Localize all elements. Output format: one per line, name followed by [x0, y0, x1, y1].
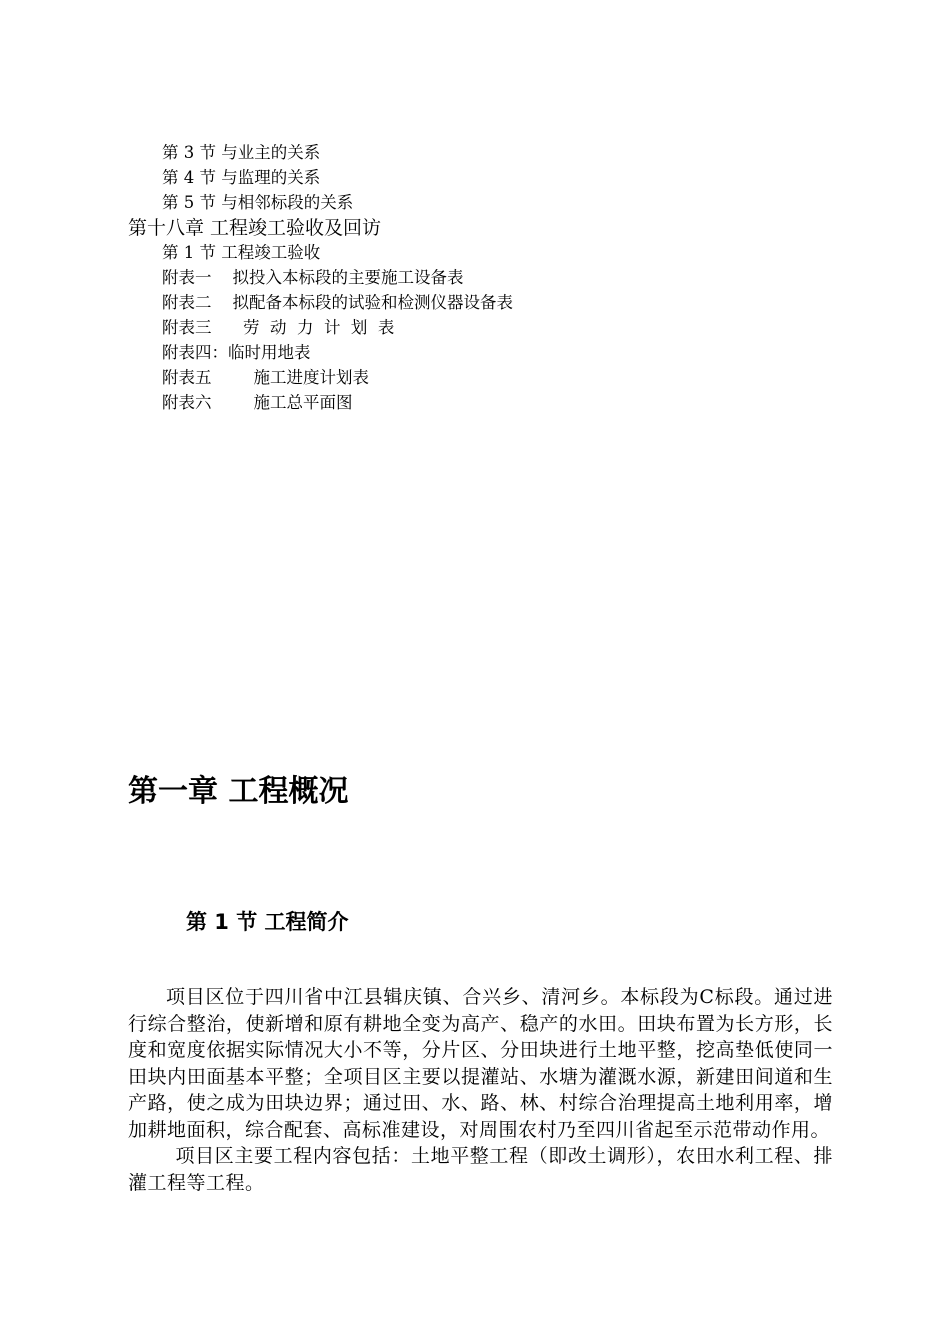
toc-entry[interactable]: 第 5 节 与相邻标段的关系 — [162, 193, 354, 212]
paragraph: 项目区位于四川省中江县辑庆镇、合兴乡、清河乡。本标段为C标段。通过进行综合整治，使新增和原有耕地全变为高产、稳产的水田。田块布置为长方形，长度和宽度依据实际情况大小不等，分片区、分田块进行土地平整，挖高垫低使同一田块内田面基本平整；全项目区主要以提灌站、水塘为灌溉水源，新建田间道和生产路，使之成为田块边界；通过田、水、路、林、村综合治理提高土地利用率，增加耕地面积，综合配套、高标准建设，对周围农村乃至四川省起至示范带动作用。 — [128, 986, 833, 1141]
chapter-title: 第一章 工程概况 — [128, 774, 349, 809]
toc-entry[interactable]: 附表六 施工总平面图 — [162, 393, 353, 412]
toc-entry[interactable]: 附表四：临时用地表 — [162, 343, 311, 362]
toc-chapter-entry[interactable]: 第十八章 工程竣工验收及回访 — [128, 217, 382, 239]
paragraph: 项目区主要工程内容包括：土地平整工程（即改土调形），农田水利工程、排灌工程等工程。 — [128, 1145, 833, 1194]
section-title: 第 1 节 工程简介 — [186, 910, 349, 934]
table-of-contents — [128, 140, 828, 415]
toc-entry[interactable]: 第 3 节 与业主的关系 — [162, 143, 321, 162]
toc-entry[interactable]: 附表三 劳 动 力 计 划 表 — [162, 318, 395, 337]
toc-entry[interactable]: 第 4 节 与监理的关系 — [162, 168, 321, 187]
toc-entry[interactable]: 附表一 拟投入本标段的主要施工设备表 — [162, 268, 464, 287]
toc-entry[interactable]: 附表二 拟配备本标段的试验和检测仪器设备表 — [162, 293, 513, 312]
toc-entry[interactable]: 附表五 施工进度计划表 — [162, 368, 369, 387]
toc-entry[interactable]: 第 1 节 工程竣工验收 — [162, 243, 321, 262]
body-text — [128, 984, 833, 1196]
